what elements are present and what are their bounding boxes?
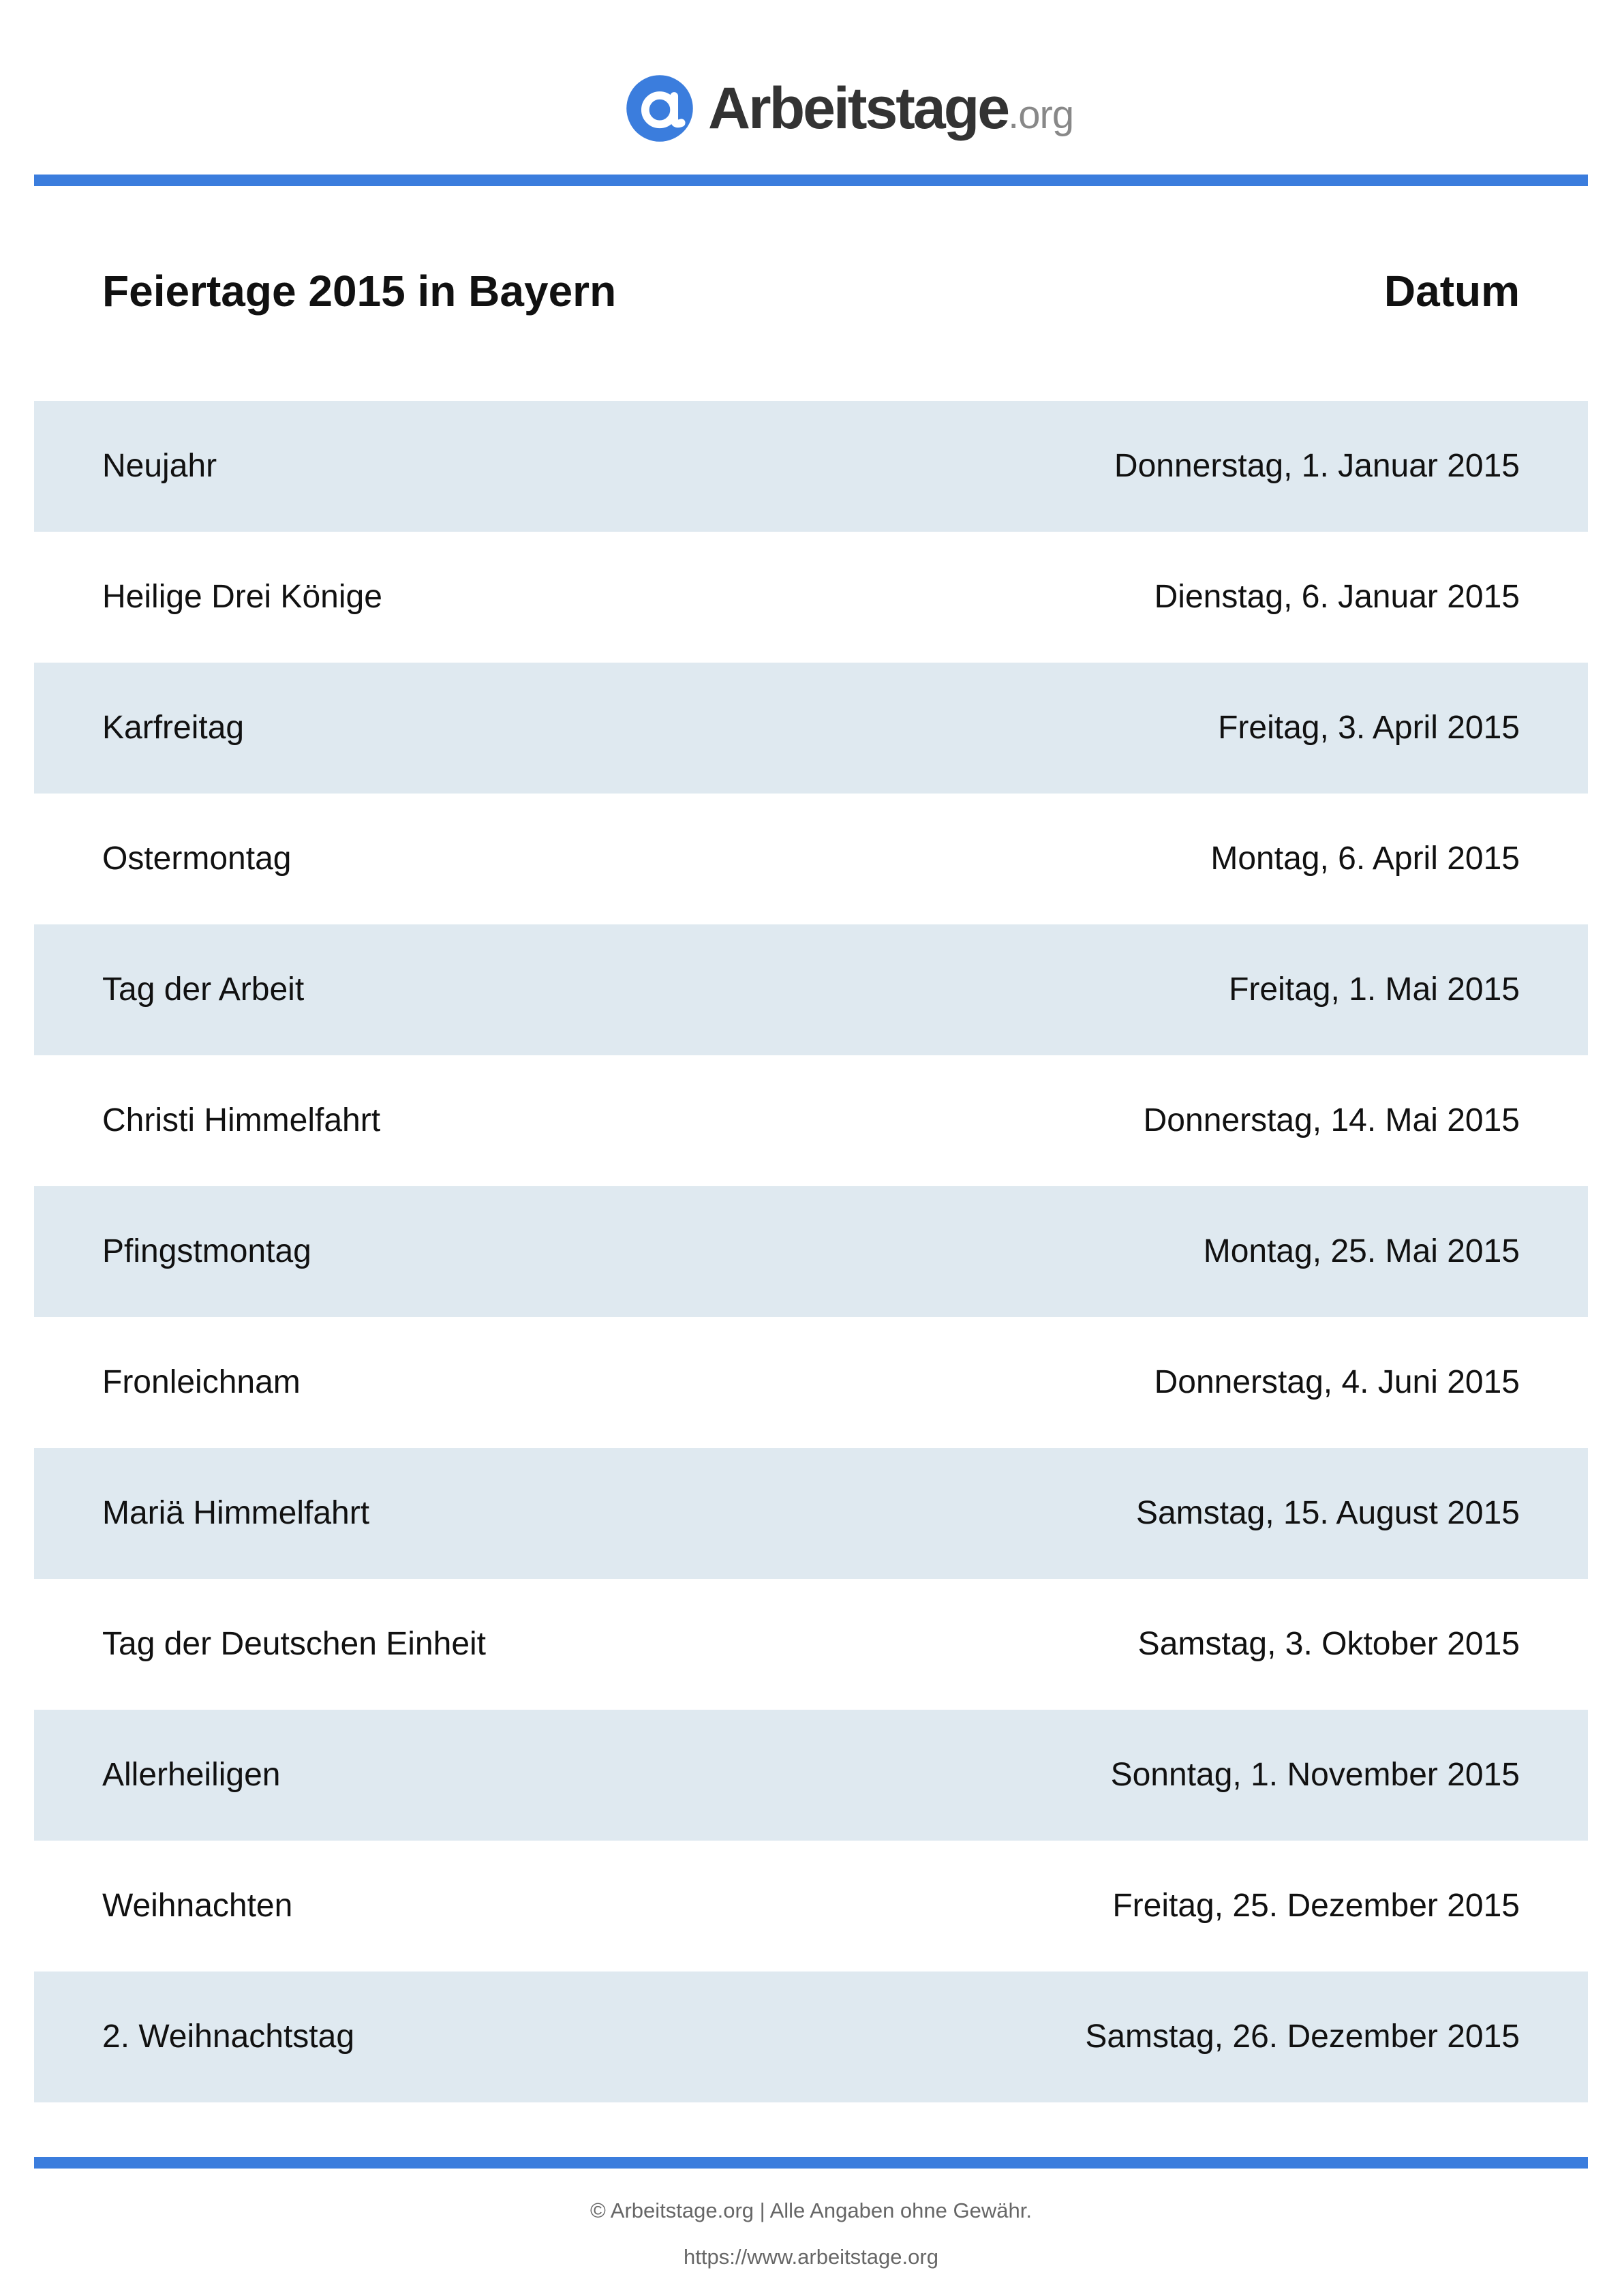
holiday-date: Montag, 6. April 2015 [1210,841,1520,877]
bottom-accent-rule [34,2157,1588,2169]
holiday-name: Mariä Himmelfahrt [102,1495,370,1531]
table-row [34,1710,1588,1841]
table-row [34,1448,1588,1579]
holiday-date: Freitag, 25. Dezember 2015 [1112,1888,1520,1924]
holiday-date: Donnerstag, 14. Mai 2015 [1143,1102,1520,1138]
table-row [34,1841,1588,1972]
at-sign-icon [624,72,696,145]
holiday-name: Fronleichnam [102,1364,301,1400]
holiday-date: Montag, 25. Mai 2015 [1203,1233,1520,1269]
holiday-name: Heilige Drei Könige [102,579,382,615]
table-row [34,1186,1588,1317]
table-row [34,1972,1588,2102]
holiday-date: Donnerstag, 1. Januar 2015 [1114,448,1520,484]
holiday-date: Sonntag, 1. November 2015 [1110,1757,1520,1793]
holiday-date: Freitag, 3. April 2015 [1218,710,1520,746]
brand-name: Arbeitstage [708,75,1009,141]
page-title: Feiertage 2015 in Bayern [102,267,617,316]
brand-tld: .org [1008,92,1074,137]
holiday-name: 2. Weihnachtstag [102,2019,355,2055]
holiday-name: Tag der Arbeit [102,971,305,1008]
brand-wordmark [708,75,1073,142]
table-row [34,401,1588,532]
table-row [34,1317,1588,1448]
table-row [34,924,1588,1055]
table-row [34,532,1588,663]
table-header [34,239,1588,348]
table-row [34,663,1588,794]
holiday-name: Neujahr [102,448,217,484]
holiday-date: Dienstag, 6. Januar 2015 [1154,579,1520,615]
holiday-date: Donnerstag, 4. Juni 2015 [1154,1364,1520,1400]
holiday-date: Samstag, 15. August 2015 [1135,1495,1520,1531]
holiday-date: Samstag, 3. Oktober 2015 [1137,1626,1520,1662]
table-row [34,794,1588,924]
holiday-date: Samstag, 26. Dezember 2015 [1085,2019,1520,2055]
date-column-header: Datum [1383,267,1520,316]
holiday-date: Freitag, 1. Mai 2015 [1229,971,1520,1008]
holiday-table [34,401,1588,2102]
holiday-name: Christi Himmelfahrt [102,1102,381,1138]
table-row [34,1055,1588,1186]
table-row [34,1579,1588,1710]
footer-disclaimer: © Arbeitstage.org | Alle Angaben ohne Gewähr. [590,2199,1032,2222]
holiday-name: Tag der Deutschen Einheit [102,1626,487,1662]
top-accent-rule [34,175,1588,186]
footer-url-link[interactable]: https://www.arbeitstage.org [684,2245,938,2269]
holiday-name: Karfreitag [102,710,245,746]
holiday-name: Allerheiligen [102,1757,281,1793]
holiday-name: Ostermontag [102,841,292,877]
brand-logo[interactable] [624,71,1073,146]
page-header [0,0,1622,184]
holiday-name: Pfingstmontag [102,1233,311,1269]
holiday-name: Weihnachten [102,1888,293,1924]
